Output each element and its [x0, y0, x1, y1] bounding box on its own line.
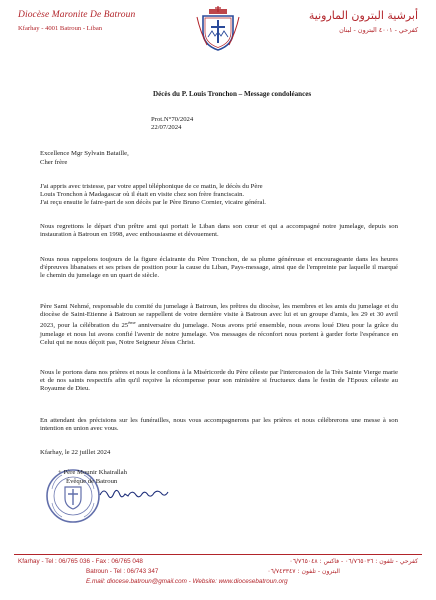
- paragraph-6: En attendant des précisions sur les funérailles, nous vous accompagnerons par les prières et nous célébrerons une messe à son intention en union avec vous.: [40, 417, 398, 433]
- ordinal-superscript: ème: [128, 320, 136, 326]
- paragraph-4-part-a: Père Sami Nehmé, responsable du comité du jumelage à Batroun, les prêtres du diocèse, les membres et les amis du jumelage et du diocèse de Saint-Etienne à Batroun se rappellent de votre dernière visite à Batroun avec lui et un groupe d'amis, les 29 et 30 avril 2023, pour la célébration du 25: [40, 303, 398, 330]
- reference-block: [151, 116, 193, 133]
- letterhead-left: [18, 10, 168, 32]
- paragraph-2: Nous regrettons le départ d'un prêtre ami qui portait le Liban dans son cœur et qui a accompagné notre jumelage, depuis son instauration à Batroun en 1998, avec enthousiasme et dévouement.: [40, 223, 398, 239]
- signer-title: Évêque de Batroun: [66, 478, 118, 485]
- paragraph-4: [40, 303, 398, 347]
- protocol-number: Prot.N°70/2024: [151, 116, 194, 123]
- footer-batroun-phone-ar: البترون - تلفون : ٠٦/٧٤٣٣٤٧: [267, 568, 340, 575]
- footer-rule: [14, 554, 422, 555]
- letterhead-title-ar: أبرشية البترون المارونية: [308, 9, 418, 22]
- place-date: Kfarhay, le 22 juillet 2024: [40, 449, 111, 456]
- paragraph-1-line: Louis Tronchon à Madagascar où il était en visite chez son frère franciscain.: [40, 191, 245, 199]
- paragraph-1-line: J'ai reçu ensuite le faire-part de son décès par le Père Bruno Cornier, vicaire général.: [40, 199, 266, 207]
- letterhead-address-fr: Kfarhay - 4001 Batroun - Liban: [18, 25, 103, 32]
- footer-batroun-phone: Batroun - Tel : 06/743 347: [86, 568, 159, 575]
- diocese-crest-icon: [193, 5, 243, 51]
- footer-kfarhay-phones: Kfarhay - Tel : 06/765 036 - Fax : 06/765 048: [18, 558, 143, 565]
- paragraph-1: [40, 183, 398, 207]
- letterhead-title-fr: Diocèse Maronite De Batroun: [18, 10, 136, 20]
- footer-contact: E.mail: diocese.batroun@gmail.com - Website: www.diocesebatroun.org: [86, 578, 288, 585]
- handwritten-signature-icon: [98, 483, 170, 503]
- paragraph-3: Nous nous rappelons toujours de la figure éclairante du Père Tronchon, de sa plume généreuse et encourageante dans les heures d'épreuves libanaises et ses prises de position pour la cause du Liban, Pays-message, ainsi que de l'empreinte par laquelle il marqué le chemin du jumelage en un quart de siècle.: [40, 256, 398, 280]
- footer-kfarhay-phones-ar: كفرحي - تلفون : ٠٦/٧٦٥٠٣٦ - فاكس : ٠٦/٧٦٥٠٤٨: [289, 558, 418, 565]
- letterhead-address-ar: كفرحي - ٤٠٠١ البترون - لبنان: [339, 26, 418, 34]
- signer-name: + Père Mounir Khairallah: [58, 469, 127, 476]
- reference-date: 22/07/2024: [151, 124, 182, 132]
- paragraph-4-part-b: anniversaire du jumelage. Nous avons prié ensemble, nous avons loué Dieu pour la grâce du jumelage et nous lui avons confié l'avenir de notre jumelage. Vos messages de réconfort nous portent à garder forte l'espérance en Celui qui ne nous déçoit pas, Notre Seigneur Jésus Christ.: [40, 322, 398, 346]
- letter-subject: Décès du P. Louis Tronchon – Message condoléances: [153, 90, 312, 98]
- greeting: [40, 150, 129, 167]
- recipient: Excellence Mgr Sylvain Bataille,: [40, 150, 129, 157]
- letterhead-right: [268, 9, 418, 34]
- paragraph-1-line: J'ai appris avec tristesse, par votre appel téléphonique de ce matin, le décès du Père: [40, 183, 263, 190]
- salutation: Cher frère: [40, 158, 68, 166]
- paragraph-5: Nous le portons dans nos prières et nous le confions à la Miséricorde du Père céleste par l'intercession de la Très Sainte Vierge marie et de nos saints respectifs afin qu'il reçoive la récompense pour son ministère si fructueux dans le festin de l'Epoux céleste au Royaume de Dieu.: [40, 369, 398, 393]
